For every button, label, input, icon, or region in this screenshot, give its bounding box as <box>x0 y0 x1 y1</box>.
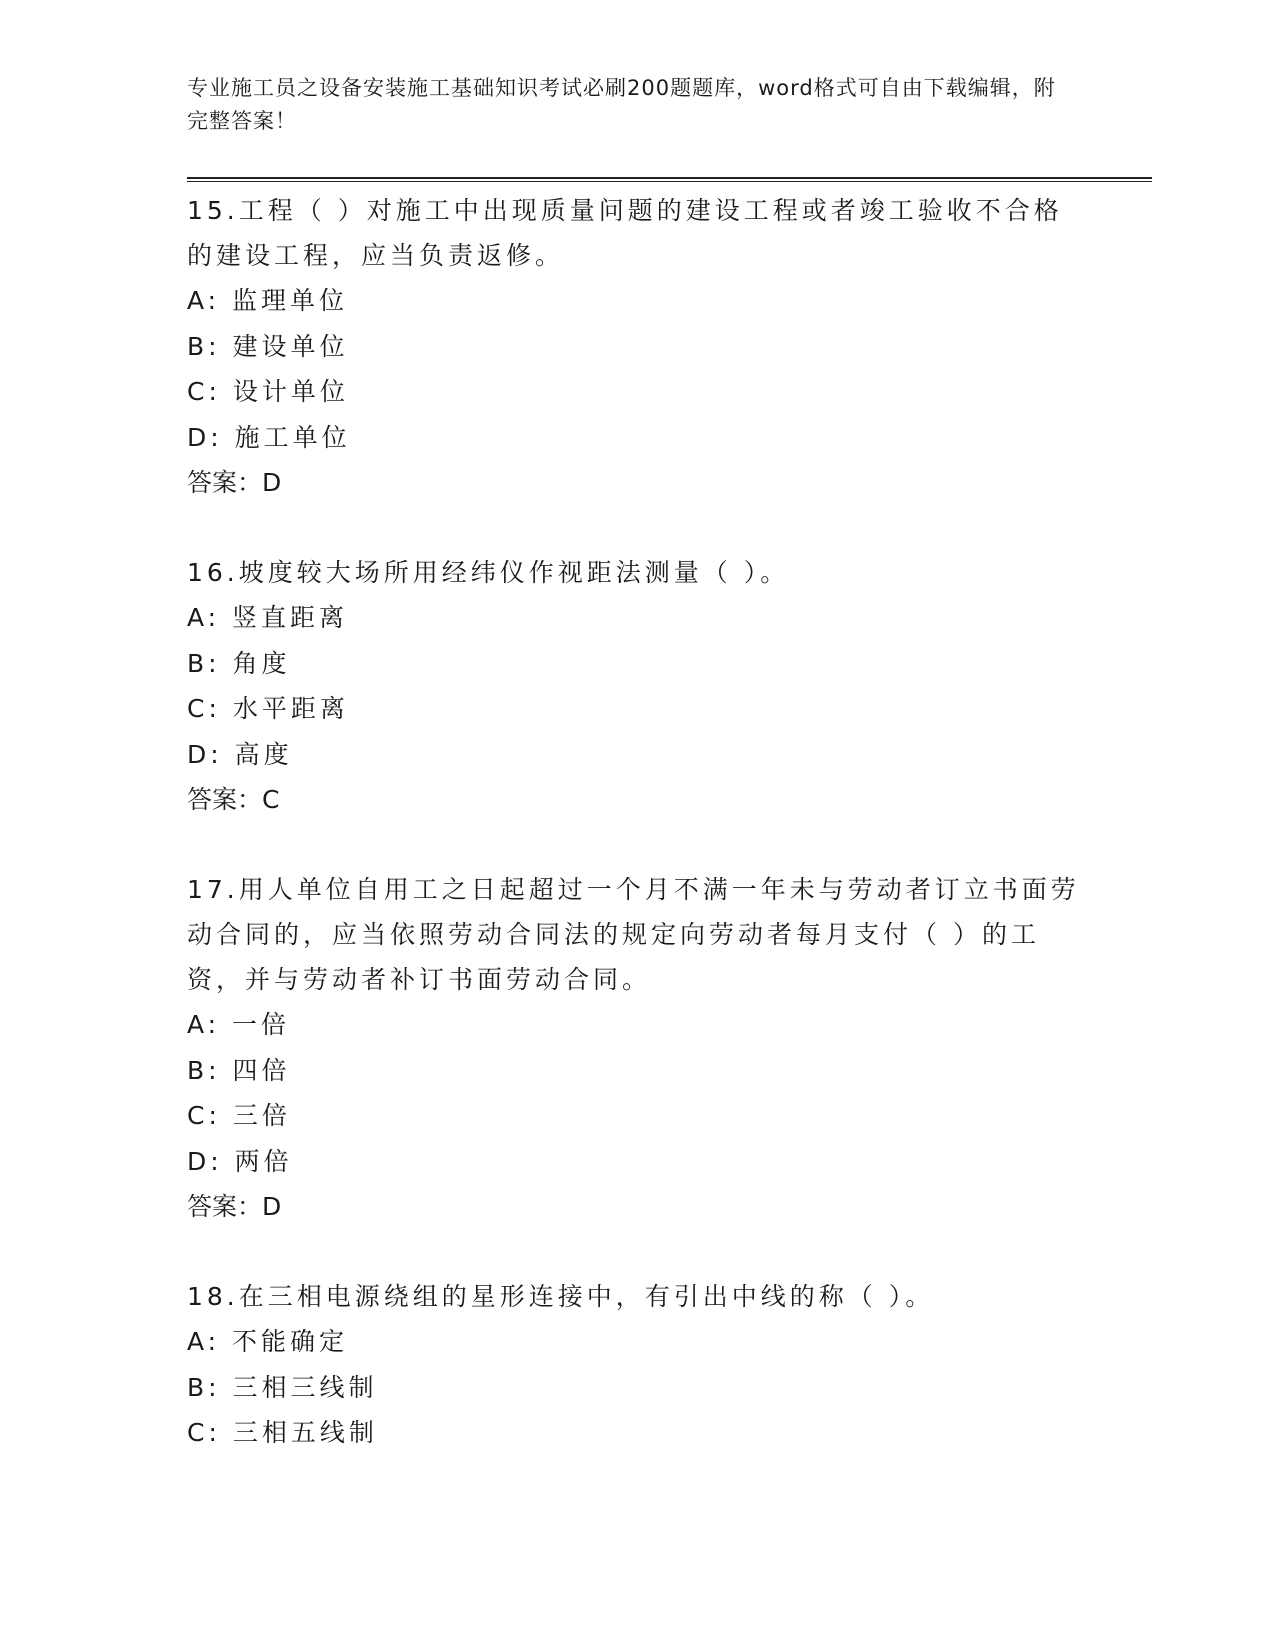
question-stem: 16.坡度较大场所用经纬仪作视距法测量（ ）。 <box>187 558 790 587</box>
question-stem: 15.工程（ ）对施工中出现质量问题的建设工程或者竣工验收不合格的建设工程，应当负责返修。 <box>187 196 1063 270</box>
option-b: B: 四倍 <box>187 1055 291 1085</box>
option-a: A: 一倍 <box>187 1010 291 1039</box>
option-d: D: 两倍 <box>187 1146 293 1176</box>
header-divider <box>187 177 1152 182</box>
option-a: A: 竖直距离 <box>187 603 349 632</box>
question-stem: 18.在三相电源绕组的星形连接中，有引出中线的称（ ）。 <box>187 1282 935 1311</box>
option-c: C: 水平距离 <box>187 694 349 723</box>
question-17 <box>187 867 1087 1229</box>
option-b: B: 三相三线制 <box>187 1372 378 1402</box>
option-c: C: 设计单位 <box>187 377 349 406</box>
option-d: D: 施工单位 <box>187 422 351 452</box>
option-b: B: 建设单位 <box>187 331 349 361</box>
option-b: B: 角度 <box>187 648 291 678</box>
option-d: D: 高度 <box>187 739 293 769</box>
document-header: 专业施工员之设备安装施工基础知识考试必刷200题题库，word格式可自由下载编辑，附完整答案！ <box>187 76 1056 133</box>
question-15 <box>187 188 1087 505</box>
question-16 <box>187 550 1087 822</box>
question-18 <box>187 1274 1087 1456</box>
option-a: A: 监理单位 <box>187 286 349 315</box>
question-stem: 17.用人单位自用工之日起超过一个月不满一年未与劳动者订立书面劳动合同的，应当依照劳动合同法的规定向劳动者每月支付（ ）的工资，并与劳动者补订书面劳动合同。 <box>187 875 1080 994</box>
option-c: C: 三相五线制 <box>187 1418 378 1447</box>
question-list <box>187 188 1087 1501</box>
option-c: C: 三倍 <box>187 1101 291 1130</box>
answer-line: 答案：D <box>187 468 282 497</box>
answer-line: 答案：C <box>187 785 280 814</box>
option-a: A: 不能确定 <box>187 1327 349 1356</box>
answer-line: 答案：D <box>187 1192 282 1221</box>
